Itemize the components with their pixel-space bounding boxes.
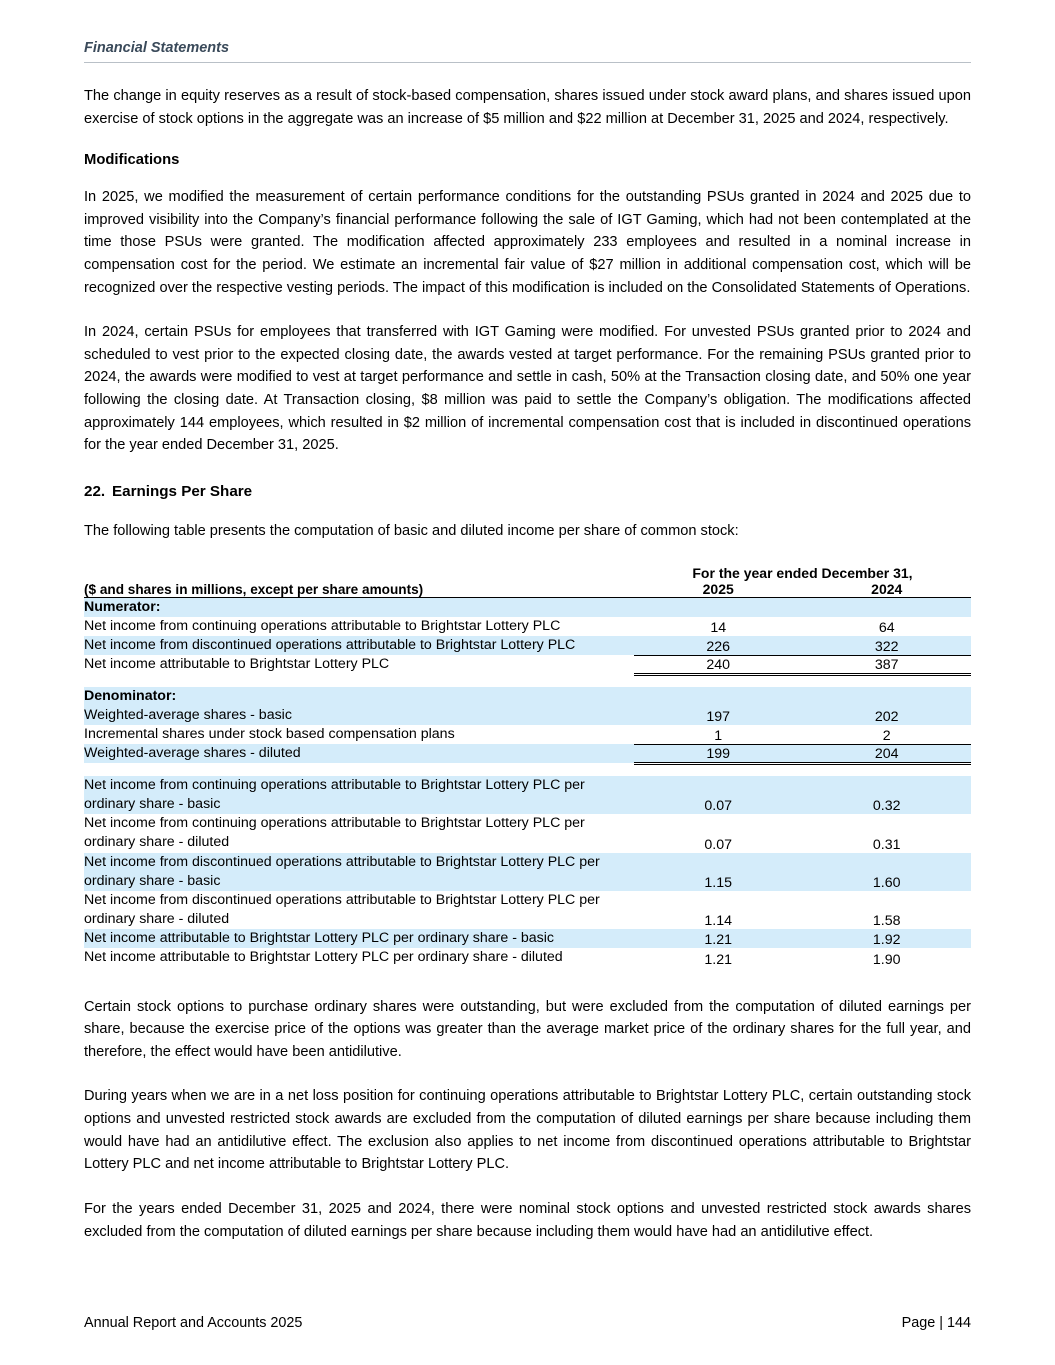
table-row [84,948,971,967]
row-label: Net income attributable to Brightstar Lottery PLC per ordinary share - diluted [84,949,563,966]
row-value-2025: 1.21 [704,951,733,968]
row-value-2025: 226 [634,636,803,655]
header-period: For the year ended December 31, [692,564,913,581]
spacer-cell [84,674,971,687]
table-row [84,853,971,891]
section-heading [84,483,971,500]
table-row [84,814,971,852]
table-lead-in: The following table presents the computation of basic and diluted income per share of common stock: [84,522,739,539]
section-number: 22. [84,482,106,500]
row-value-2024: 202 [802,706,971,725]
row-value-2025: 1 [634,725,803,744]
row-label: Net income attributable to Brightstar Lottery PLC [84,656,390,673]
section-title: Earnings Per Share [112,482,253,500]
footer-left: Annual Report and Accounts 2025 [84,1315,303,1331]
row-value-2024: 0.32 [802,776,971,814]
note-paragraph-2: During years when we are in a net loss position for continuing operations attributable to Brightstar Lottery PLC, certain outstanding stock options and unvested restricted stock awards are excluded from the computation of diluted earnings per share because including them would have had an antidilutive effect. The exclusion also applies to net income from discontinued operations attributable to Brightstar Lottery PLC and net income attributable to Brightstar Lottery PLC. [84,1088,971,1173]
table-row [84,776,971,814]
table-row [84,725,971,744]
row-label: Net income from discontinued operations attributable to Brightstar Lottery PLC per ordinary share - diluted [84,891,600,928]
table-header-span-row [84,565,971,581]
table-spacer-row [84,763,971,776]
spacer-cell [84,763,971,776]
row-value-2025: 1.21 [634,929,803,948]
row-label: Weighted-average shares - diluted [84,744,634,763]
row-value-2024: 2 [802,725,971,744]
header-year-2024: 2024 [802,581,971,598]
row-value-2025: 14 [710,619,727,636]
row-value-2024: 322 [802,636,971,655]
table-row [84,636,971,655]
row-label: Numerator: [84,597,634,617]
row-value-2025: 197 [634,706,803,725]
row-label: Net income from discontinued operations attributable to Brightstar Lottery PLC per ordinary share - basic [84,853,634,891]
row-label: Net income attributable to Brightstar Lottery PLC per ordinary share - basic [84,929,634,948]
row-value-2025 [634,687,803,706]
table-row [84,706,971,725]
footer-right: Page | 144 [901,1315,971,1331]
modifications-paragraph-1: In 2025, we modified the measurement of certain performance conditions for the outstanding PSUs granted in 2024 and 2025 due to improved visibility into the Company’s financial performance following the sale of IGT Gaming, which had not been contemplated at the time those PSUs were granted. The modification affected approximately 233 employees and resulted in a nominal increase in compensation cost for the period. We estimate an incremental fair value of $27 million in additional compensation cost, which will be recognized over the respective vesting periods. The impact of this modification is included on the Consolidated Statements of Operations. [84,189,971,296]
table-row [84,891,971,929]
row-label: Denominator: [84,687,634,706]
row-value-2025: 0.07 [634,776,803,814]
modifications-paragraph-2: In 2024, certain PSUs for employees that transferred with IGT Gaming were modified. For unvested PSUs granted prior to 2024 and scheduled to vest prior to the expected closing date, the awards vested at target performance. For the remaining PSUs granted prior to 2024, the awards were modified to vest at target performance and settle in cash, 50% at the Transaction closing date, and 50% one year following the closing date. At Transaction closing, $8 million was paid to settle the Company’s obligation. The modifications affected approximately 144 employees, which resulted in $2 million of incremental compensation cost that is included in discontinued operations for the year ended December 31, 2025. [84,324,971,454]
row-value-2025: 1.14 [704,913,733,930]
row-label: Net income from continuing operations attributable to Brightstar Lottery PLC per ordinary share - basic [84,776,634,814]
table-spacer-row [84,674,971,687]
row-value-2024: 0.31 [872,836,901,853]
table-row [84,929,971,948]
table-header-row [84,581,971,598]
row-value-2024 [802,597,971,617]
header-spacer [84,565,634,581]
row-label: Weighted-average shares - basic [84,706,634,725]
row-value-2025 [634,597,803,617]
table-row [84,687,971,706]
header-year-2025: 2025 [634,581,803,598]
row-value-2024: 1.58 [872,913,901,930]
earnings-per-share-table [84,565,971,968]
row-value-2025: 0.07 [704,836,733,853]
row-value-2024: 387 [802,655,971,674]
row-label: Incremental shares under stock based compensation plans [84,726,455,743]
table-row [84,655,971,674]
row-value-2024 [802,687,971,706]
row-value-2024: 204 [802,744,971,763]
row-label: Net income from continuing operations attributable to Brightstar Lottery PLC [84,617,561,634]
note-paragraph-1: Certain stock options to purchase ordinary shares were outstanding, but were excluded from the computation of diluted earnings per share, because the exercise price of the options was greater than the average market price of the ordinary shares for the full year, and therefore, the effect would have been antidilutive. [84,998,971,1060]
intro-paragraph: The change in equity reserves as a result of stock-based compensation, shares issued under stock award plans, and shares issued upon exercise of stock options in the aggregate was an increase of $5 million and $22 million at December 31, 2025 and 2024, respectively. [84,88,971,127]
page-footer [84,1315,971,1331]
row-value-2024: 1.60 [802,853,971,891]
table-row [84,597,971,617]
row-label: Net income from discontinued operations attributable to Brightstar Lottery PLC [84,636,634,655]
table-row [84,744,971,763]
note-paragraph-3: For the years ended December 31, 2025 and 2024, there were nominal stock options and unvested restricted stock awards shares excluded from the computation of diluted earnings per share because including them would have had an antidilutive effect. [84,1200,971,1240]
row-value-2024: 64 [878,619,895,636]
row-value-2025: 1.15 [634,853,803,891]
row-label: Net income from continuing operations attributable to Brightstar Lottery PLC per ordinary share - diluted [84,815,585,851]
table-row [84,617,971,636]
row-value-2025: 240 [634,655,803,674]
row-value-2024: 1.92 [802,929,971,948]
row-value-2025: 199 [634,744,803,763]
header-units: ($ and shares in millions, except per share amounts) [84,581,634,598]
running-header: Financial Statements [84,40,971,63]
modifications-heading: Modifications [84,152,180,169]
row-value-2024: 1.90 [872,951,901,968]
